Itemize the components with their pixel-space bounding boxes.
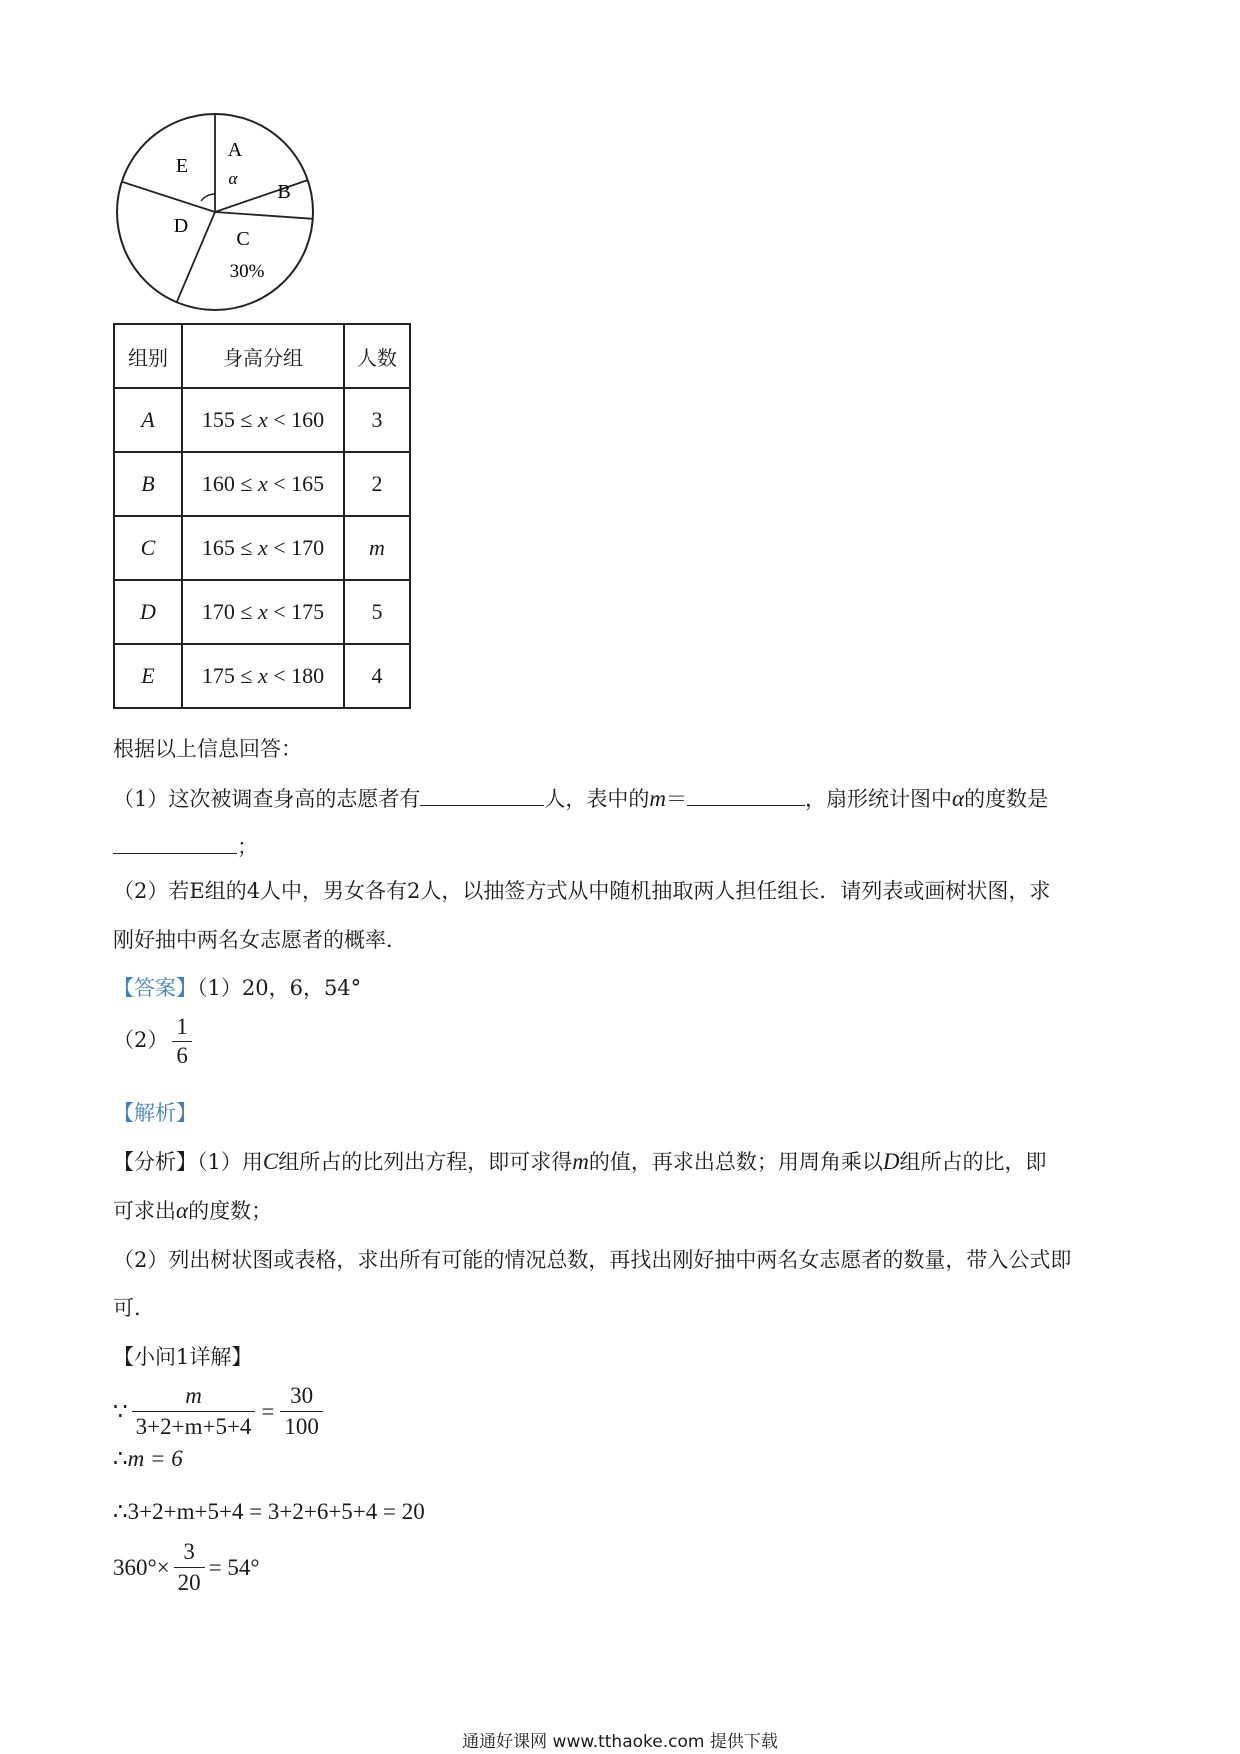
answer-line-1 [113,973,361,1003]
height-group-table [113,323,411,709]
row-group: D [114,580,182,644]
q1-var-m: m [649,786,666,811]
answer-blank-3 [113,831,237,854]
q1-text-d: 的度数是 [964,787,1049,811]
jiexi-tag: 【解析】 [113,1101,197,1125]
therefore-symbol: ∴ [113,1499,128,1524]
q1-end: ； [237,835,258,859]
table-header-row [114,324,410,388]
alpha-arc [201,194,215,201]
equation-1-right-fraction: $\frac{30}{100}$ [280,1382,323,1441]
detail-title: 【小问1详解】 [113,1345,253,1369]
q1-equals: ＝ [666,787,687,811]
answer-2-fraction: $\frac{1}{6}$ [172,1014,192,1069]
analysis-line-4: 可． [113,1296,155,1320]
table-row [114,644,410,708]
question-2-line-1: （2）若E组的4人中，男女各有2人，以抽签方式从中随机抽取两人担任组长．请列表或画树状图，求 [113,879,1051,903]
q1-text-c: ，扇形统计图中 [805,787,952,811]
pie-label-d: D [173,215,189,237]
pie-label-c: C [236,228,250,250]
header-range: 身高分组 [182,324,344,388]
header-group: 组别 [114,324,182,388]
row-range: 175 ≤ x < 180 [182,644,344,708]
question-1-line-2 [113,831,258,862]
equation-3: ∴3+2+m+5+4 = 3+2+6+5+4 = 20 [113,1499,425,1524]
q1-text-b: 人，表中的 [544,787,650,811]
equation-4-fraction: $\frac{3}{20}$ [174,1538,205,1597]
answer-blank-1 [420,783,544,806]
row-group: B [114,452,182,516]
header-count: 人数 [344,324,410,388]
page-footer: 通通好课网 www.tthaoke.com 提供下载 [462,1732,778,1752]
table-row [114,452,410,516]
pie-label-e: E [175,155,189,177]
row-count: 2 [344,452,410,516]
equation-1-left-fraction: $\frac{m}{3+2+m+5+4}$ [132,1382,256,1441]
row-count: 3 [344,388,410,452]
pie-label-c-percent: 30% [229,261,265,282]
table-row [114,516,410,580]
row-group: A [114,388,182,452]
table-row [114,388,410,452]
pie-radius-4 [122,182,215,212]
row-range: 160 ≤ x < 165 [182,452,344,516]
row-group: C [114,516,182,580]
equation-1: ∵ $\frac{m}{3+2+m+5+4}$ = $\frac{30}{100}$ [113,1382,327,1441]
row-count: 5 [344,580,410,644]
answer-line-2 [113,1014,196,1069]
table-row [114,580,410,644]
answer-tag: 【答案】 [113,976,197,1000]
pie-radius-2 [215,212,313,219]
answer-blank-2 [687,783,805,806]
q1-text-a: （1）这次被调查身高的志愿者有 [113,787,421,811]
analysis-tag: 【分析】 [113,1150,197,1174]
analysis-line-3: （2）列出树状图或表格，求出所有可能的情况总数，再找出刚好抽中两名女志愿者的数量，带入公式即 [113,1248,1072,1272]
pie-label-b: B [277,181,291,203]
because-symbol: ∵ [113,1398,128,1424]
equation-2: ∴m = 6 [113,1446,183,1471]
equation-4: 360°× $\frac{3}{20}$ = 54° [113,1539,260,1595]
pie-chart [112,109,318,319]
answer-2-prefix: （2） [113,1028,169,1052]
pie-svg [112,109,318,315]
answer-1: （1）20，6，54° [197,976,362,1000]
analysis-line-2: 可求出α的度数； [113,1198,273,1223]
pie-label-alpha: α [228,169,238,188]
pie-label-a: A [227,139,243,161]
question-2-line-2: 刚好抽中两名女志愿者的概率． [113,928,407,952]
row-range: 155 ≤ x < 160 [182,388,344,452]
intro-line: 根据以上信息回答： [113,737,302,761]
row-group: E [114,644,182,708]
q1-alpha: α [952,786,965,811]
row-range: 170 ≤ x < 175 [182,580,344,644]
question-1-line [113,783,1048,814]
therefore-symbol: ∴ [113,1446,128,1471]
row-count: 4 [344,644,410,708]
row-range: 165 ≤ x < 170 [182,516,344,580]
row-count: m [344,516,410,580]
analysis-line-1: 【分析】（1）用C组所占的比列出方程，即可求得m的值，再求出总数；用周角乘以D组所占的比，即 [113,1149,1047,1174]
